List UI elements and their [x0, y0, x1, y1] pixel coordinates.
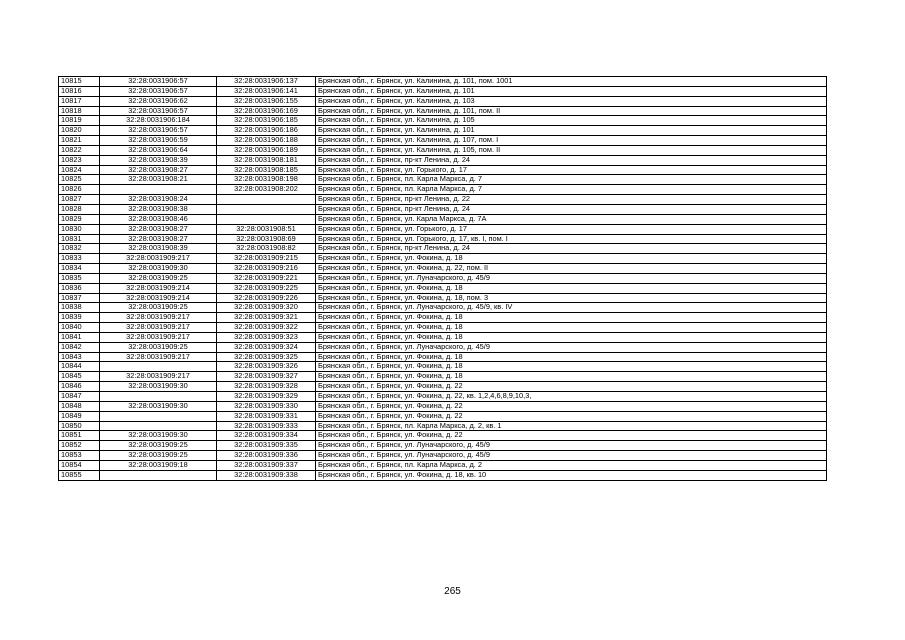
row-number-cell: 10842	[59, 342, 100, 352]
address-cell: Брянская обл., г. Брянск, ул. Калинина, д. 101, пом. II	[316, 106, 827, 116]
address-cell: Брянская обл., г. Брянск, ул. Горького, д. 17	[316, 224, 827, 234]
cadastral-number-cell	[217, 204, 316, 214]
cadastral-number-parent-cell: 32:28:0031906:184	[100, 116, 217, 126]
cadastral-number-parent-cell: 32:28:0031909:30	[100, 264, 217, 274]
table-row	[59, 411, 827, 421]
address-cell: Брянская обл., г. Брянск, ул. Фокина, д. 18, кв. 10	[316, 470, 827, 480]
cadastral-number-parent-cell: 32:28:0031908:21	[100, 175, 217, 185]
cadastral-number-parent-cell: 32:28:0031908:39	[100, 244, 217, 254]
address-cell: Брянская обл., г. Брянск, ул. Фокина, д. 18	[316, 313, 827, 323]
address-cell: Брянская обл., г. Брянск, пр-кт Ленина, д. 24	[316, 244, 827, 254]
table-row	[59, 382, 827, 392]
address-cell: Брянская обл., г. Брянск, пл. Карла Маркса, д. 2, кв. 1	[316, 421, 827, 431]
address-cell: Брянская обл., г. Брянск, ул. Фокина, д. 18, пом. 3	[316, 293, 827, 303]
cadastral-number-cell: 32:28:0031909:323	[217, 332, 316, 342]
address-cell: Брянская обл., г. Брянск, пр-кт Ленина, д. 24	[316, 204, 827, 214]
table-row	[59, 273, 827, 283]
cadastral-number-parent-cell: 32:28:0031906:57	[100, 77, 217, 87]
cadastral-number-parent-cell: 32:28:0031908:27	[100, 165, 217, 175]
cadastral-number-parent-cell: 32:28:0031909:25	[100, 342, 217, 352]
cadastral-number-parent-cell: 32:28:0031906:57	[100, 86, 217, 96]
table-row	[59, 234, 827, 244]
registry-table-body	[59, 77, 827, 481]
cadastral-number-cell: 32:28:0031909:328	[217, 382, 316, 392]
row-number-cell: 10825	[59, 175, 100, 185]
cadastral-number-cell: 32:28:0031909:330	[217, 401, 316, 411]
cadastral-number-parent-cell: 32:28:0031909:217	[100, 323, 217, 333]
table-row	[59, 175, 827, 185]
row-number-cell: 10817	[59, 96, 100, 106]
table-row	[59, 185, 827, 195]
table-row	[59, 264, 827, 274]
row-number-cell: 10823	[59, 155, 100, 165]
address-cell: Брянская обл., г. Брянск, пл. Карла Маркса, д. 2	[316, 460, 827, 470]
table-row	[59, 313, 827, 323]
cadastral-number-parent-cell: 32:28:0031909:214	[100, 283, 217, 293]
address-cell: Брянская обл., г. Брянск, ул. Фокина, д. 22, пом. II	[316, 264, 827, 274]
cadastral-number-cell: 32:28:0031906:137	[217, 77, 316, 87]
cadastral-number-cell: 32:28:0031909:335	[217, 441, 316, 451]
row-number-cell: 10834	[59, 264, 100, 274]
table-row	[59, 224, 827, 234]
row-number-cell: 10826	[59, 185, 100, 195]
cadastral-number-parent-cell: 32:28:0031908:27	[100, 224, 217, 234]
table-row	[59, 96, 827, 106]
cadastral-number-parent-cell: 32:28:0031908:39	[100, 155, 217, 165]
row-number-cell: 10832	[59, 244, 100, 254]
address-cell: Брянская обл., г. Брянск, ул. Фокина, д. 18	[316, 372, 827, 382]
row-number-cell: 10855	[59, 470, 100, 480]
address-cell: Брянская обл., г. Брянск, ул. Фокина, д. 22	[316, 401, 827, 411]
table-row	[59, 165, 827, 175]
cadastral-number-parent-cell: 32:28:0031909:217	[100, 332, 217, 342]
cadastral-number-cell: 32:28:0031908:82	[217, 244, 316, 254]
row-number-cell: 10852	[59, 441, 100, 451]
address-cell: Брянская обл., г. Брянск, ул. Луначарского, д. 45/9	[316, 342, 827, 352]
cadastral-number-cell: 32:28:0031909:216	[217, 264, 316, 274]
address-cell: Брянская обл., г. Брянск, пл. Карла Маркса, д. 7	[316, 185, 827, 195]
row-number-cell: 10822	[59, 145, 100, 155]
cadastral-number-cell: 32:28:0031909:322	[217, 323, 316, 333]
row-number-cell: 10816	[59, 86, 100, 96]
cadastral-number-cell: 32:28:0031909:329	[217, 392, 316, 402]
row-number-cell: 10846	[59, 382, 100, 392]
cadastral-number-cell: 32:28:0031909:326	[217, 362, 316, 372]
table-row	[59, 323, 827, 333]
table-row	[59, 214, 827, 224]
cadastral-number-parent-cell: 32:28:0031909:25	[100, 441, 217, 451]
table-row	[59, 392, 827, 402]
cadastral-number-cell: 32:28:0031906:185	[217, 116, 316, 126]
cadastral-number-parent-cell: 32:28:0031909:25	[100, 451, 217, 461]
cadastral-number-parent-cell: 32:28:0031909:217	[100, 372, 217, 382]
address-cell: Брянская обл., г. Брянск, ул. Луначарского, д. 45/9, кв. IV	[316, 303, 827, 313]
address-cell: Брянская обл., г. Брянск, ул. Калинина, д. 101	[316, 126, 827, 136]
table-row	[59, 283, 827, 293]
cadastral-number-parent-cell: 32:28:0031906:59	[100, 136, 217, 146]
address-cell: Брянская обл., г. Брянск, ул. Фокина, д. 18	[316, 352, 827, 362]
table-row	[59, 421, 827, 431]
cadastral-number-cell: 32:28:0031909:337	[217, 460, 316, 470]
cadastral-number-parent-cell: 32:28:0031906:64	[100, 145, 217, 155]
cadastral-number-cell: 32:28:0031909:334	[217, 431, 316, 441]
row-number-cell: 10844	[59, 362, 100, 372]
cadastral-number-cell: 32:28:0031909:325	[217, 352, 316, 362]
cadastral-number-parent-cell	[100, 470, 217, 480]
row-number-cell: 10824	[59, 165, 100, 175]
row-number-cell: 10838	[59, 303, 100, 313]
row-number-cell: 10839	[59, 313, 100, 323]
table-row	[59, 293, 827, 303]
row-number-cell: 10843	[59, 352, 100, 362]
cadastral-number-parent-cell: 32:28:0031908:46	[100, 214, 217, 224]
address-cell: Брянская обл., г. Брянск, ул. Фокина, д. 22	[316, 411, 827, 421]
table-row	[59, 116, 827, 126]
cadastral-number-cell	[217, 195, 316, 205]
row-number-cell: 10841	[59, 332, 100, 342]
table-row	[59, 362, 827, 372]
table-row	[59, 352, 827, 362]
cadastral-number-parent-cell: 32:28:0031909:25	[100, 273, 217, 283]
table-row	[59, 86, 827, 96]
table-row	[59, 126, 827, 136]
table-row	[59, 441, 827, 451]
row-number-cell: 10853	[59, 451, 100, 461]
row-number-cell: 10830	[59, 224, 100, 234]
address-cell: Брянская обл., г. Брянск, ул. Фокина, д. 18	[316, 254, 827, 264]
cadastral-number-cell: 32:28:0031909:333	[217, 421, 316, 431]
table-row	[59, 204, 827, 214]
address-cell: Брянская обл., г. Брянск, ул. Фокина, д. 18	[316, 283, 827, 293]
cadastral-number-cell: 32:28:0031909:321	[217, 313, 316, 323]
cadastral-number-cell: 32:28:0031908:198	[217, 175, 316, 185]
cadastral-number-parent-cell	[100, 421, 217, 431]
table-row	[59, 401, 827, 411]
address-cell: Брянская обл., г. Брянск, ул. Луначарского, д. 45/9	[316, 273, 827, 283]
row-number-cell: 10833	[59, 254, 100, 264]
address-cell: Брянская обл., г. Брянск, ул. Калинина, д. 103	[316, 96, 827, 106]
cadastral-number-cell: 32:28:0031908:69	[217, 234, 316, 244]
row-number-cell: 10831	[59, 234, 100, 244]
cadastral-number-cell: 32:28:0031909:215	[217, 254, 316, 264]
table-row	[59, 195, 827, 205]
address-cell: Брянская обл., г. Брянск, ул. Горького, д. 17	[316, 165, 827, 175]
address-cell: Брянская обл., г. Брянск, ул. Калинина, д. 107, пом. I	[316, 136, 827, 146]
row-number-cell: 10815	[59, 77, 100, 87]
row-number-cell: 10821	[59, 136, 100, 146]
table-row	[59, 155, 827, 165]
cadastral-number-parent-cell: 32:28:0031909:214	[100, 293, 217, 303]
address-cell: Брянская обл., г. Брянск, ул. Карла Маркса, д. 7А	[316, 214, 827, 224]
row-number-cell: 10828	[59, 204, 100, 214]
row-number-cell: 10836	[59, 283, 100, 293]
cadastral-number-cell: 32:28:0031909:338	[217, 470, 316, 480]
cadastral-number-cell: 32:28:0031909:221	[217, 273, 316, 283]
address-cell: Брянская обл., г. Брянск, ул. Калинина, д. 101	[316, 86, 827, 96]
address-cell: Брянская обл., г. Брянск, ул. Фокина, д. 18	[316, 362, 827, 372]
address-cell: Брянская обл., г. Брянск, ул. Калинина, д. 101, пом. 1001	[316, 77, 827, 87]
table-row	[59, 342, 827, 352]
cadastral-number-parent-cell	[100, 392, 217, 402]
cadastral-number-parent-cell: 32:28:0031909:30	[100, 382, 217, 392]
table-row	[59, 460, 827, 470]
table-row	[59, 451, 827, 461]
cadastral-number-parent-cell: 32:28:0031906:57	[100, 126, 217, 136]
table-row	[59, 106, 827, 116]
cadastral-number-cell: 32:28:0031906:141	[217, 86, 316, 96]
cadastral-number-parent-cell: 32:28:0031908:38	[100, 204, 217, 214]
row-number-cell: 10819	[59, 116, 100, 126]
cadastral-number-cell: 32:28:0031908:51	[217, 224, 316, 234]
address-cell: Брянская обл., г. Брянск, ул. Калинина, д. 105, пом. II	[316, 145, 827, 155]
cadastral-number-cell: 32:28:0031906:155	[217, 96, 316, 106]
page-number: 265	[444, 586, 461, 597]
address-cell: Брянская обл., г. Брянск, ул. Горького, д. 17, кв. I, пом. I	[316, 234, 827, 244]
row-number-cell: 10850	[59, 421, 100, 431]
address-cell: Брянская обл., г. Брянск, ул. Фокина, д. 22	[316, 431, 827, 441]
cadastral-number-parent-cell: 32:28:0031909:217	[100, 313, 217, 323]
cadastral-number-parent-cell: 32:28:0031909:18	[100, 460, 217, 470]
cadastral-number-parent-cell	[100, 185, 217, 195]
cadastral-number-parent-cell: 32:28:0031908:27	[100, 234, 217, 244]
cadastral-number-parent-cell: 32:28:0031909:30	[100, 401, 217, 411]
row-number-cell: 10837	[59, 293, 100, 303]
row-number-cell: 10827	[59, 195, 100, 205]
table-row	[59, 244, 827, 254]
cadastral-number-cell: 32:28:0031906:189	[217, 145, 316, 155]
address-cell: Брянская обл., г. Брянск, ул. Луначарского, д. 45/9	[316, 451, 827, 461]
address-cell: Брянская обл., г. Брянск, ул. Фокина, д. 22	[316, 382, 827, 392]
cadastral-number-cell: 32:28:0031909:225	[217, 283, 316, 293]
cadastral-number-cell: 32:28:0031909:331	[217, 411, 316, 421]
row-number-cell: 10849	[59, 411, 100, 421]
address-cell: Брянская обл., г. Брянск, пл. Карла Маркса, д. 7	[316, 175, 827, 185]
cadastral-number-cell: 32:28:0031909:226	[217, 293, 316, 303]
table-row	[59, 431, 827, 441]
table-row	[59, 254, 827, 264]
cadastral-number-parent-cell: 32:28:0031909:217	[100, 352, 217, 362]
cadastral-number-cell: 32:28:0031906:186	[217, 126, 316, 136]
registry-table	[58, 76, 827, 481]
table-row	[59, 332, 827, 342]
cadastral-number-cell: 32:28:0031909:320	[217, 303, 316, 313]
address-cell: Брянская обл., г. Брянск, ул. Калинина, д. 105	[316, 116, 827, 126]
cadastral-number-parent-cell: 32:28:0031909:25	[100, 303, 217, 313]
cadastral-number-cell: 32:28:0031906:188	[217, 136, 316, 146]
cadastral-number-parent-cell: 32:28:0031906:62	[100, 96, 217, 106]
cadastral-number-cell: 32:28:0031908:181	[217, 155, 316, 165]
row-number-cell: 10818	[59, 106, 100, 116]
cadastral-number-parent-cell: 32:28:0031906:57	[100, 106, 217, 116]
row-number-cell: 10845	[59, 372, 100, 382]
address-cell: Брянская обл., г. Брянск, пр-кт Ленина, д. 24	[316, 155, 827, 165]
row-number-cell: 10835	[59, 273, 100, 283]
cadastral-number-cell: 32:28:0031909:327	[217, 372, 316, 382]
cadastral-number-parent-cell	[100, 411, 217, 421]
cadastral-number-cell: 32:28:0031906:169	[217, 106, 316, 116]
cadastral-number-cell: 32:28:0031909:324	[217, 342, 316, 352]
cadastral-number-parent-cell: 32:28:0031909:217	[100, 254, 217, 264]
table-row	[59, 136, 827, 146]
address-cell: Брянская обл., г. Брянск, ул. Фокина, д. 18	[316, 332, 827, 342]
cadastral-number-cell: 32:28:0031908:185	[217, 165, 316, 175]
row-number-cell: 10840	[59, 323, 100, 333]
address-cell: Брянская обл., г. Брянск, ул. Фокина, д. 22, кв. 1,2,4,6,8,9,10,3,	[316, 392, 827, 402]
table-row	[59, 145, 827, 155]
cadastral-number-parent-cell: 32:28:0031908:24	[100, 195, 217, 205]
row-number-cell: 10820	[59, 126, 100, 136]
row-number-cell: 10854	[59, 460, 100, 470]
cadastral-number-cell: 32:28:0031909:336	[217, 451, 316, 461]
row-number-cell: 10847	[59, 392, 100, 402]
cadastral-number-parent-cell	[100, 362, 217, 372]
row-number-cell: 10851	[59, 431, 100, 441]
cadastral-number-parent-cell: 32:28:0031909:30	[100, 431, 217, 441]
cadastral-number-cell: 32:28:0031908:202	[217, 185, 316, 195]
table-row	[59, 77, 827, 87]
address-cell: Брянская обл., г. Брянск, ул. Луначарского, д. 45/9	[316, 441, 827, 451]
row-number-cell: 10829	[59, 214, 100, 224]
cadastral-number-cell	[217, 214, 316, 224]
table-row	[59, 470, 827, 480]
address-cell: Брянская обл., г. Брянск, ул. Фокина, д. 18	[316, 323, 827, 333]
row-number-cell: 10848	[59, 401, 100, 411]
address-cell: Брянская обл., г. Брянск, пр-кт Ленина, д. 22	[316, 195, 827, 205]
table-row	[59, 303, 827, 313]
table-row	[59, 372, 827, 382]
